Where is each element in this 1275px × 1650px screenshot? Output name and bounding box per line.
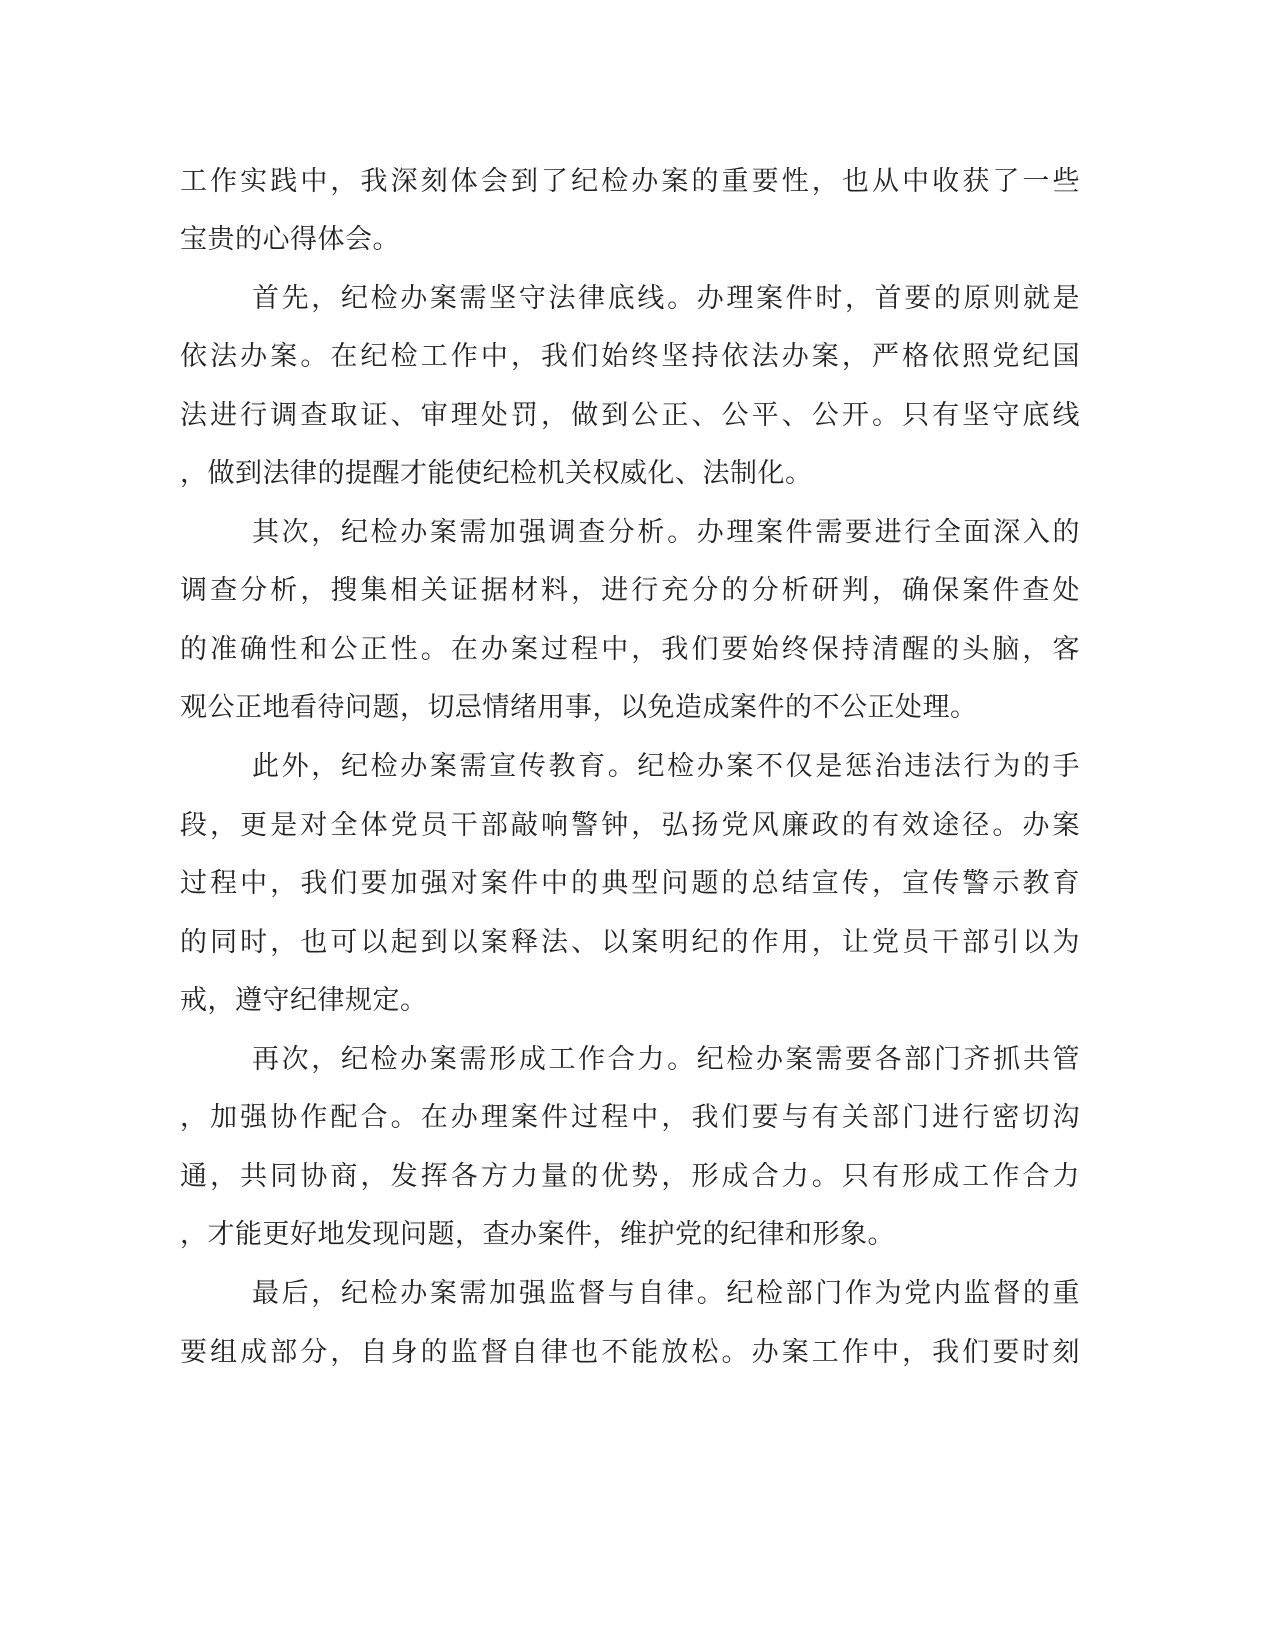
- text-line-5: 法进行调查取证、审理处罚，做到公正、公平、公开。只有坚守底线: [180, 400, 1080, 431]
- text-line-13: 过程中，我们要加强对案件中的典型问题的总结宣传，宣传警示教育: [180, 868, 1080, 899]
- text-line-8: 调查分析，搜集相关证据材料，进行充分的分析研判，确保案件查处: [180, 575, 1080, 606]
- text-line-19: ，才能更好地发现问题，查办案件，维护党的纪律和形象。: [180, 1219, 895, 1250]
- text-line-2: 宝贵的心得体会。: [180, 224, 400, 255]
- text-line-14: 的同时，也可以起到以案释法、以案明纪的作用，让党员干部引以为: [180, 927, 1080, 958]
- text-line-21: 要组成部分，自身的监督自律也不能放松。办案工作中，我们要时刻: [180, 1337, 1080, 1368]
- text-line-16: 再次，纪检办案需形成工作合力。纪检办案需要各部门齐抓共管: [252, 1044, 1080, 1075]
- text-line-12: 段，更是对全体党员干部敲响警钟，弘扬党风廉政的有效途径。办案: [180, 810, 1080, 841]
- text-line-6: ，做到法律的提醒才能使纪检机关权威化、法制化。: [180, 458, 813, 489]
- text-line-3: 首先，纪检办案需坚守法律底线。办理案件时，首要的原则就是: [252, 283, 1080, 314]
- text-line-10: 观公正地看待问题，切忌情绪用事，以免造成案件的不公正处理。: [180, 692, 978, 723]
- text-line-9: 的准确性和公正性。在办案过程中，我们要始终保持清醒的头脑，客: [180, 634, 1080, 665]
- text-line-11: 此外，纪检办案需宣传教育。纪检办案不仅是惩治违法行为的手: [252, 751, 1080, 782]
- text-line-17: ，加强协作配合。在办理案件过程中，我们要与有关部门进行密切沟: [180, 1102, 1080, 1133]
- text-line-18: 通，共同协商，发挥各方力量的优势，形成合力。只有形成工作合力: [180, 1161, 1080, 1192]
- text-line-7: 其次，纪检办案需加强调查分析。办理案件需要进行全面深入的: [252, 517, 1080, 548]
- text-line-4: 依法办案。在纪检工作中，我们始终坚持依法办案，严格依照党纪国: [180, 341, 1080, 372]
- text-line-15: 戒，遵守纪律规定。: [180, 985, 428, 1016]
- text-line-20: 最后，纪检办案需加强监督与自律。纪检部门作为党内监督的重: [252, 1278, 1080, 1309]
- text-line-1: 工作实践中，我深刻体会到了纪检办案的重要性，也从中收获了一些: [180, 166, 1080, 197]
